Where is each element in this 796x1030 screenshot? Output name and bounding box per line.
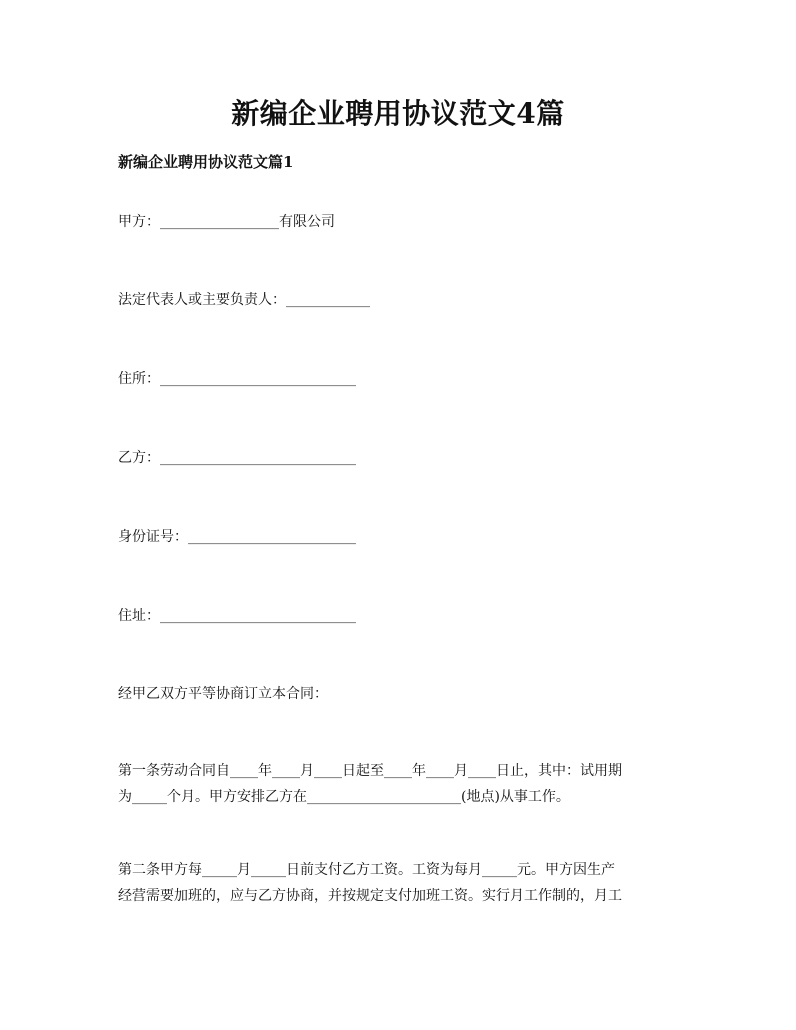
legal-representative-line: 法定代表人或主要负责人：____________ [118, 292, 370, 308]
party-b-line: 乙方：____________________________ [118, 450, 356, 466]
party-b-address-line: 住址：____________________________ [118, 608, 356, 624]
article-2-line: 经营需要加班的，应与乙方协商，并按规定支付加班工资。实行月工作制的，月工 [118, 888, 622, 904]
article-1-line: 为_____个月。甲方安排乙方在______________________(地点)从事工作。 [118, 789, 570, 805]
party-a-line: 甲方：_________________有限公司 [118, 214, 335, 230]
article-1-line: 第一条劳动合同自____年____月____日起至____年____月____日止，其中：试用期 [118, 763, 622, 779]
party-a-address-line: 住所：____________________________ [118, 371, 356, 387]
document-title: 新编企业聘用协议范文4篇 [231, 97, 565, 130]
article-1-paragraph [118, 758, 684, 810]
intro-paragraph: 经甲乙双方平等协商订立本合同： [118, 686, 328, 702]
section-heading: 新编企业聘用协议范文篇1 [118, 153, 294, 171]
article-2-line: 第二条甲方每_____月_____日前支付乙方工资。工资为每月_____元。甲方因生产 [118, 862, 615, 878]
id-number-line: 身份证号：________________________ [118, 529, 356, 545]
article-2-paragraph [118, 857, 684, 909]
